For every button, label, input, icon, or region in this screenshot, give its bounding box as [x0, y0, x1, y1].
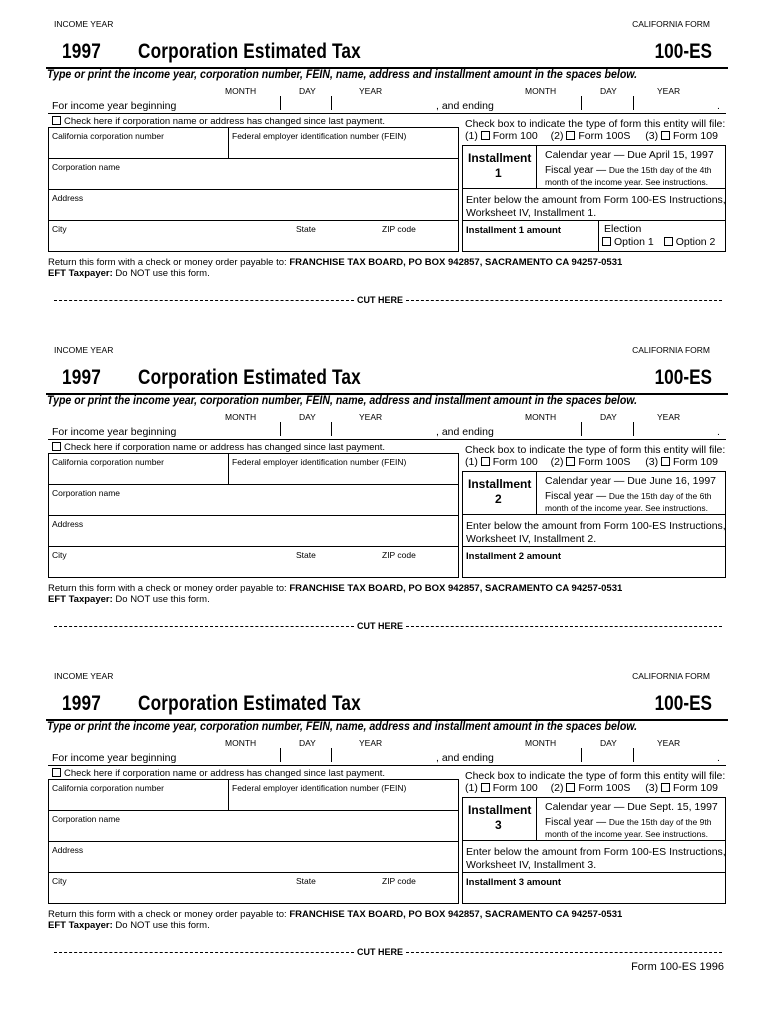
amount-divider — [598, 220, 599, 252]
begin-year-label: YEAR — [359, 738, 383, 748]
ca-corp-number-field[interactable]: California corporation number — [52, 457, 164, 467]
fiscal-c: month of the income year. See instructions. — [545, 829, 709, 839]
date-baseline — [48, 765, 726, 766]
opt1-label: (1) — [465, 782, 478, 794]
installment-word: Installment — [468, 151, 532, 165]
installment-rule — [462, 840, 726, 841]
form100s-checkbox[interactable] — [566, 457, 575, 466]
date-divider — [633, 422, 634, 436]
return-text: Return this form with a check or money order payable to: — [48, 909, 287, 920]
eft-line — [48, 920, 210, 931]
date-divider — [633, 96, 634, 110]
identity-rule — [48, 189, 459, 190]
form-year: 1997 — [62, 366, 101, 389]
form-type-options — [465, 782, 718, 794]
begin-year-label: YEAR — [359, 412, 383, 422]
zip-field[interactable]: ZIP code — [382, 224, 416, 234]
date-divider — [280, 422, 281, 436]
amount-field[interactable]: Installment 2 amount — [466, 551, 562, 562]
voucher-1 — [0, 0, 770, 326]
amount-field[interactable]: Installment 1 amount — [466, 225, 562, 236]
ca-corp-number-field[interactable]: California corporation number — [52, 131, 164, 141]
ending-label: , and ending — [436, 100, 494, 112]
fein-field[interactable]: Federal employer identification number (FEIN) — [232, 457, 407, 467]
state-field[interactable]: State — [296, 224, 316, 234]
installment-word: Installment — [468, 477, 532, 491]
return-line — [48, 257, 622, 268]
opt2-label: (2) — [550, 456, 564, 468]
ending-period: . — [717, 426, 720, 438]
eft-label: EFT Taxpayer: — [48, 268, 113, 279]
worksheet: Worksheet IV, Installment 2. — [466, 533, 597, 545]
opt2-label: (2) — [550, 130, 564, 142]
enter-below: Enter below the amount from Form 100-ES Instructions, — [466, 194, 726, 206]
cut-line — [48, 295, 728, 305]
corp-name-field[interactable]: Corporation name — [52, 162, 121, 172]
option2-label: Option 2 — [675, 236, 716, 248]
ending-label: , and ending — [436, 752, 494, 764]
fein-field[interactable]: Federal employer identification number (FEIN) — [232, 783, 407, 793]
fiscal-a: Fiscal year — — [545, 491, 607, 502]
begin-day-label: DAY — [299, 412, 316, 422]
option2-checkbox[interactable] — [664, 237, 673, 246]
end-day-label: DAY — [600, 86, 617, 96]
opt3-label: (3) — [645, 130, 659, 142]
identity-rule — [48, 220, 459, 221]
opt3-label: (3) — [645, 456, 659, 468]
fiscal-a: Fiscal year — — [545, 165, 607, 176]
form-title: Corporation Estimated Tax — [138, 692, 361, 715]
fiscal-c: month of the income year. See instructions. — [545, 177, 709, 187]
return-text: Return this form with a check or money order payable to: — [48, 257, 287, 268]
return-line — [48, 909, 622, 920]
california-form-label: CALIFORNIA FORM — [632, 671, 710, 681]
begin-month-label: MONTH — [225, 412, 257, 422]
ending-period: . — [717, 100, 720, 112]
identity-rule — [48, 841, 459, 842]
form100s-checkbox[interactable] — [566, 783, 575, 792]
cut-here-label: CUT HERE — [356, 947, 403, 957]
changed-label: Check here if corporation name or address has changed since last payment. — [64, 442, 386, 453]
form-number: 100-ES — [654, 366, 712, 389]
changed-checkbox[interactable] — [52, 768, 61, 777]
date-divider — [581, 96, 582, 110]
form-number: 100-ES — [654, 692, 712, 715]
date-divider — [331, 422, 332, 436]
fiscal-due — [545, 817, 711, 828]
address-field[interactable]: Address — [52, 193, 84, 203]
cut-here-label: CUT HERE — [356, 295, 403, 305]
begin-day-label: DAY — [299, 86, 316, 96]
date-divider — [331, 96, 332, 110]
california-form-label: CALIFORNIA FORM — [632, 19, 710, 29]
cut-here-label: CUT HERE — [356, 621, 403, 631]
identity-divider — [228, 453, 229, 484]
fiscal-due — [545, 491, 711, 502]
city-field[interactable]: City — [52, 224, 67, 234]
installment-number: 2 — [495, 492, 502, 506]
city-field[interactable]: City — [52, 876, 67, 886]
page-footer: Form 100-ES 1996 — [631, 961, 724, 973]
changed-checkbox-row[interactable] — [52, 442, 385, 453]
ftb-address: FRANCHISE TAX BOARD, PO BOX 942857, SACRAMENTO CA 94257-0531 — [289, 583, 623, 594]
changed-checkbox[interactable] — [52, 116, 61, 125]
address-field[interactable]: Address — [52, 519, 84, 529]
state-field[interactable]: State — [296, 550, 316, 560]
income-year-label: INCOME YEAR — [54, 345, 114, 355]
form-type-options — [465, 456, 718, 468]
option1-label: Option 1 — [614, 236, 654, 248]
end-year-label: YEAR — [657, 86, 681, 96]
form109-checkbox[interactable] — [661, 783, 670, 792]
voucher-3 — [0, 652, 770, 978]
opt1-label: (1) — [465, 130, 478, 142]
identity-rule — [48, 515, 459, 516]
eft-label: EFT Taxpayer: — [48, 594, 113, 605]
changed-checkbox-row[interactable] — [52, 768, 385, 779]
ending-period: . — [717, 752, 720, 764]
form-title: Corporation Estimated Tax — [138, 366, 361, 389]
zip-field[interactable]: ZIP code — [382, 550, 416, 560]
form100s-label: Form 100S — [578, 782, 631, 794]
return-line — [48, 583, 622, 594]
form-type-options — [465, 130, 718, 142]
installment-divider — [536, 471, 537, 514]
identity-divider — [228, 779, 229, 810]
installment-divider — [536, 145, 537, 188]
form109-checkbox[interactable] — [661, 457, 670, 466]
form-year: 1997 — [62, 40, 101, 63]
form-title: Corporation Estimated Tax — [138, 40, 361, 63]
form100-checkbox[interactable] — [481, 457, 490, 466]
opt1-label: (1) — [465, 456, 478, 468]
installment-rule — [462, 514, 726, 515]
end-year-label: YEAR — [657, 738, 681, 748]
begin-day-label: DAY — [299, 738, 316, 748]
date-divider — [331, 748, 332, 762]
ca-corp-number-field[interactable]: California corporation number — [52, 783, 164, 793]
end-month-label: MONTH — [525, 412, 557, 422]
option1-checkbox[interactable] — [602, 237, 611, 246]
ending-label: , and ending — [436, 426, 494, 438]
installment-number: 1 — [495, 166, 502, 180]
instructions: Type or print the income year, corporation number, FEIN, name, address and installment amount in the spaces below. — [47, 721, 638, 733]
calendar-due: Calendar year — Due Sept. 15, 1997 — [545, 801, 718, 813]
begin-month-label: MONTH — [225, 738, 257, 748]
eft-text: Do NOT use this form. — [115, 268, 210, 279]
identity-divider — [228, 127, 229, 158]
cut-line — [48, 621, 728, 631]
beginning-label: For income year beginning — [52, 426, 177, 438]
installment-rule — [462, 546, 726, 547]
instructions: Type or print the income year, corporation number, FEIN, name, address and installment amount in the spaces below. — [47, 395, 638, 407]
fiscal-c: month of the income year. See instructions. — [545, 503, 709, 513]
date-divider — [633, 748, 634, 762]
identity-rule — [48, 484, 459, 485]
fein-field[interactable]: Federal employer identification number (FEIN) — [232, 131, 407, 141]
date-baseline — [48, 113, 726, 114]
beginning-label: For income year beginning — [52, 100, 177, 112]
corp-name-field[interactable]: Corporation name — [52, 814, 121, 824]
installment-number: 3 — [495, 818, 502, 832]
date-divider — [280, 748, 281, 762]
check-type-label: Check box to indicate the type of form this entity will file: — [465, 118, 726, 130]
form100-checkbox[interactable] — [481, 131, 490, 140]
changed-label: Check here if corporation name or address has changed since last payment. — [64, 116, 386, 127]
end-day-label: DAY — [600, 412, 617, 422]
form100-label: Form 100 — [492, 456, 538, 468]
date-baseline — [48, 439, 726, 440]
form100s-label: Form 100S — [578, 130, 631, 142]
worksheet: Worksheet IV, Installment 3. — [466, 859, 597, 871]
income-year-label: INCOME YEAR — [54, 671, 114, 681]
form100s-label: Form 100S — [578, 456, 631, 468]
ftb-address: FRANCHISE TAX BOARD, PO BOX 942857, SACRAMENTO CA 94257-0531 — [289, 257, 623, 268]
address-field[interactable]: Address — [52, 845, 84, 855]
form100s-checkbox[interactable] — [566, 131, 575, 140]
date-divider — [581, 748, 582, 762]
fiscal-b: Due the 15th day of the 9th — [608, 817, 712, 827]
installment-rule — [462, 872, 726, 873]
state-field[interactable]: State — [296, 876, 316, 886]
city-field[interactable]: City — [52, 550, 67, 560]
form109-label: Form 109 — [673, 456, 718, 468]
date-divider — [280, 96, 281, 110]
eft-text: Do NOT use this form. — [115, 920, 210, 931]
installment-word: Installment — [468, 803, 532, 817]
form109-label: Form 109 — [673, 130, 718, 142]
end-month-label: MONTH — [525, 738, 557, 748]
opt3-label: (3) — [645, 782, 659, 794]
enter-below: Enter below the amount from Form 100-ES Instructions, — [466, 846, 726, 858]
ftb-address: FRANCHISE TAX BOARD, PO BOX 942857, SACRAMENTO CA 94257-0531 — [289, 909, 623, 920]
eft-label: EFT Taxpayer: — [48, 920, 113, 931]
income-year-label: INCOME YEAR — [54, 19, 114, 29]
begin-month-label: MONTH — [225, 86, 257, 96]
opt2-label: (2) — [550, 782, 564, 794]
identity-rule — [48, 546, 459, 547]
changed-checkbox[interactable] — [52, 442, 61, 451]
identity-rule — [48, 158, 459, 159]
voucher-2 — [0, 326, 770, 652]
corp-name-field[interactable]: Corporation name — [52, 488, 121, 498]
installment-divider — [536, 797, 537, 840]
form109-label: Form 109 — [673, 782, 718, 794]
worksheet: Worksheet IV, Installment 1. — [466, 207, 597, 219]
form109-checkbox[interactable] — [661, 131, 670, 140]
calendar-due: Calendar year — Due April 15, 1997 — [545, 149, 714, 161]
beginning-label: For income year beginning — [52, 752, 177, 764]
amount-field[interactable]: Installment 3 amount — [466, 877, 562, 888]
instructions: Type or print the income year, corporation number, FEIN, name, address and installment amount in the spaces below. — [47, 69, 638, 81]
fiscal-b: Due the 15th day of the 6th — [608, 491, 712, 501]
fiscal-a: Fiscal year — — [545, 817, 607, 828]
eft-line — [48, 594, 210, 605]
form100-label: Form 100 — [492, 782, 538, 794]
check-type-label: Check box to indicate the type of form this entity will file: — [465, 444, 726, 456]
check-type-label: Check box to indicate the type of form this entity will file: — [465, 770, 726, 782]
eft-text: Do NOT use this form. — [115, 594, 210, 605]
installment-rule — [462, 220, 726, 221]
changed-label: Check here if corporation name or address has changed since last payment. — [64, 768, 386, 779]
identity-rule — [48, 872, 459, 873]
form-year: 1997 — [62, 692, 101, 715]
cut-line — [48, 947, 728, 957]
date-divider — [581, 422, 582, 436]
form100-checkbox[interactable] — [481, 783, 490, 792]
fiscal-b: Due the 15th day of the 4th — [608, 165, 712, 175]
end-month-label: MONTH — [525, 86, 557, 96]
form-number: 100-ES — [654, 40, 712, 63]
installment-rule — [462, 188, 726, 189]
enter-below: Enter below the amount from Form 100-ES Instructions, — [466, 520, 726, 532]
election-options — [602, 236, 715, 248]
return-text: Return this form with a check or money order payable to: — [48, 583, 287, 594]
end-year-label: YEAR — [657, 412, 681, 422]
form100-label: Form 100 — [492, 130, 538, 142]
end-day-label: DAY — [600, 738, 617, 748]
changed-checkbox-row[interactable] — [52, 116, 385, 127]
identity-rule — [48, 810, 459, 811]
fiscal-due — [545, 165, 711, 176]
eft-line — [48, 268, 210, 279]
zip-field[interactable]: ZIP code — [382, 876, 416, 886]
california-form-label: CALIFORNIA FORM — [632, 345, 710, 355]
begin-year-label: YEAR — [359, 86, 383, 96]
calendar-due: Calendar year — Due June 16, 1997 — [545, 475, 717, 487]
election-label: Election — [604, 223, 642, 235]
